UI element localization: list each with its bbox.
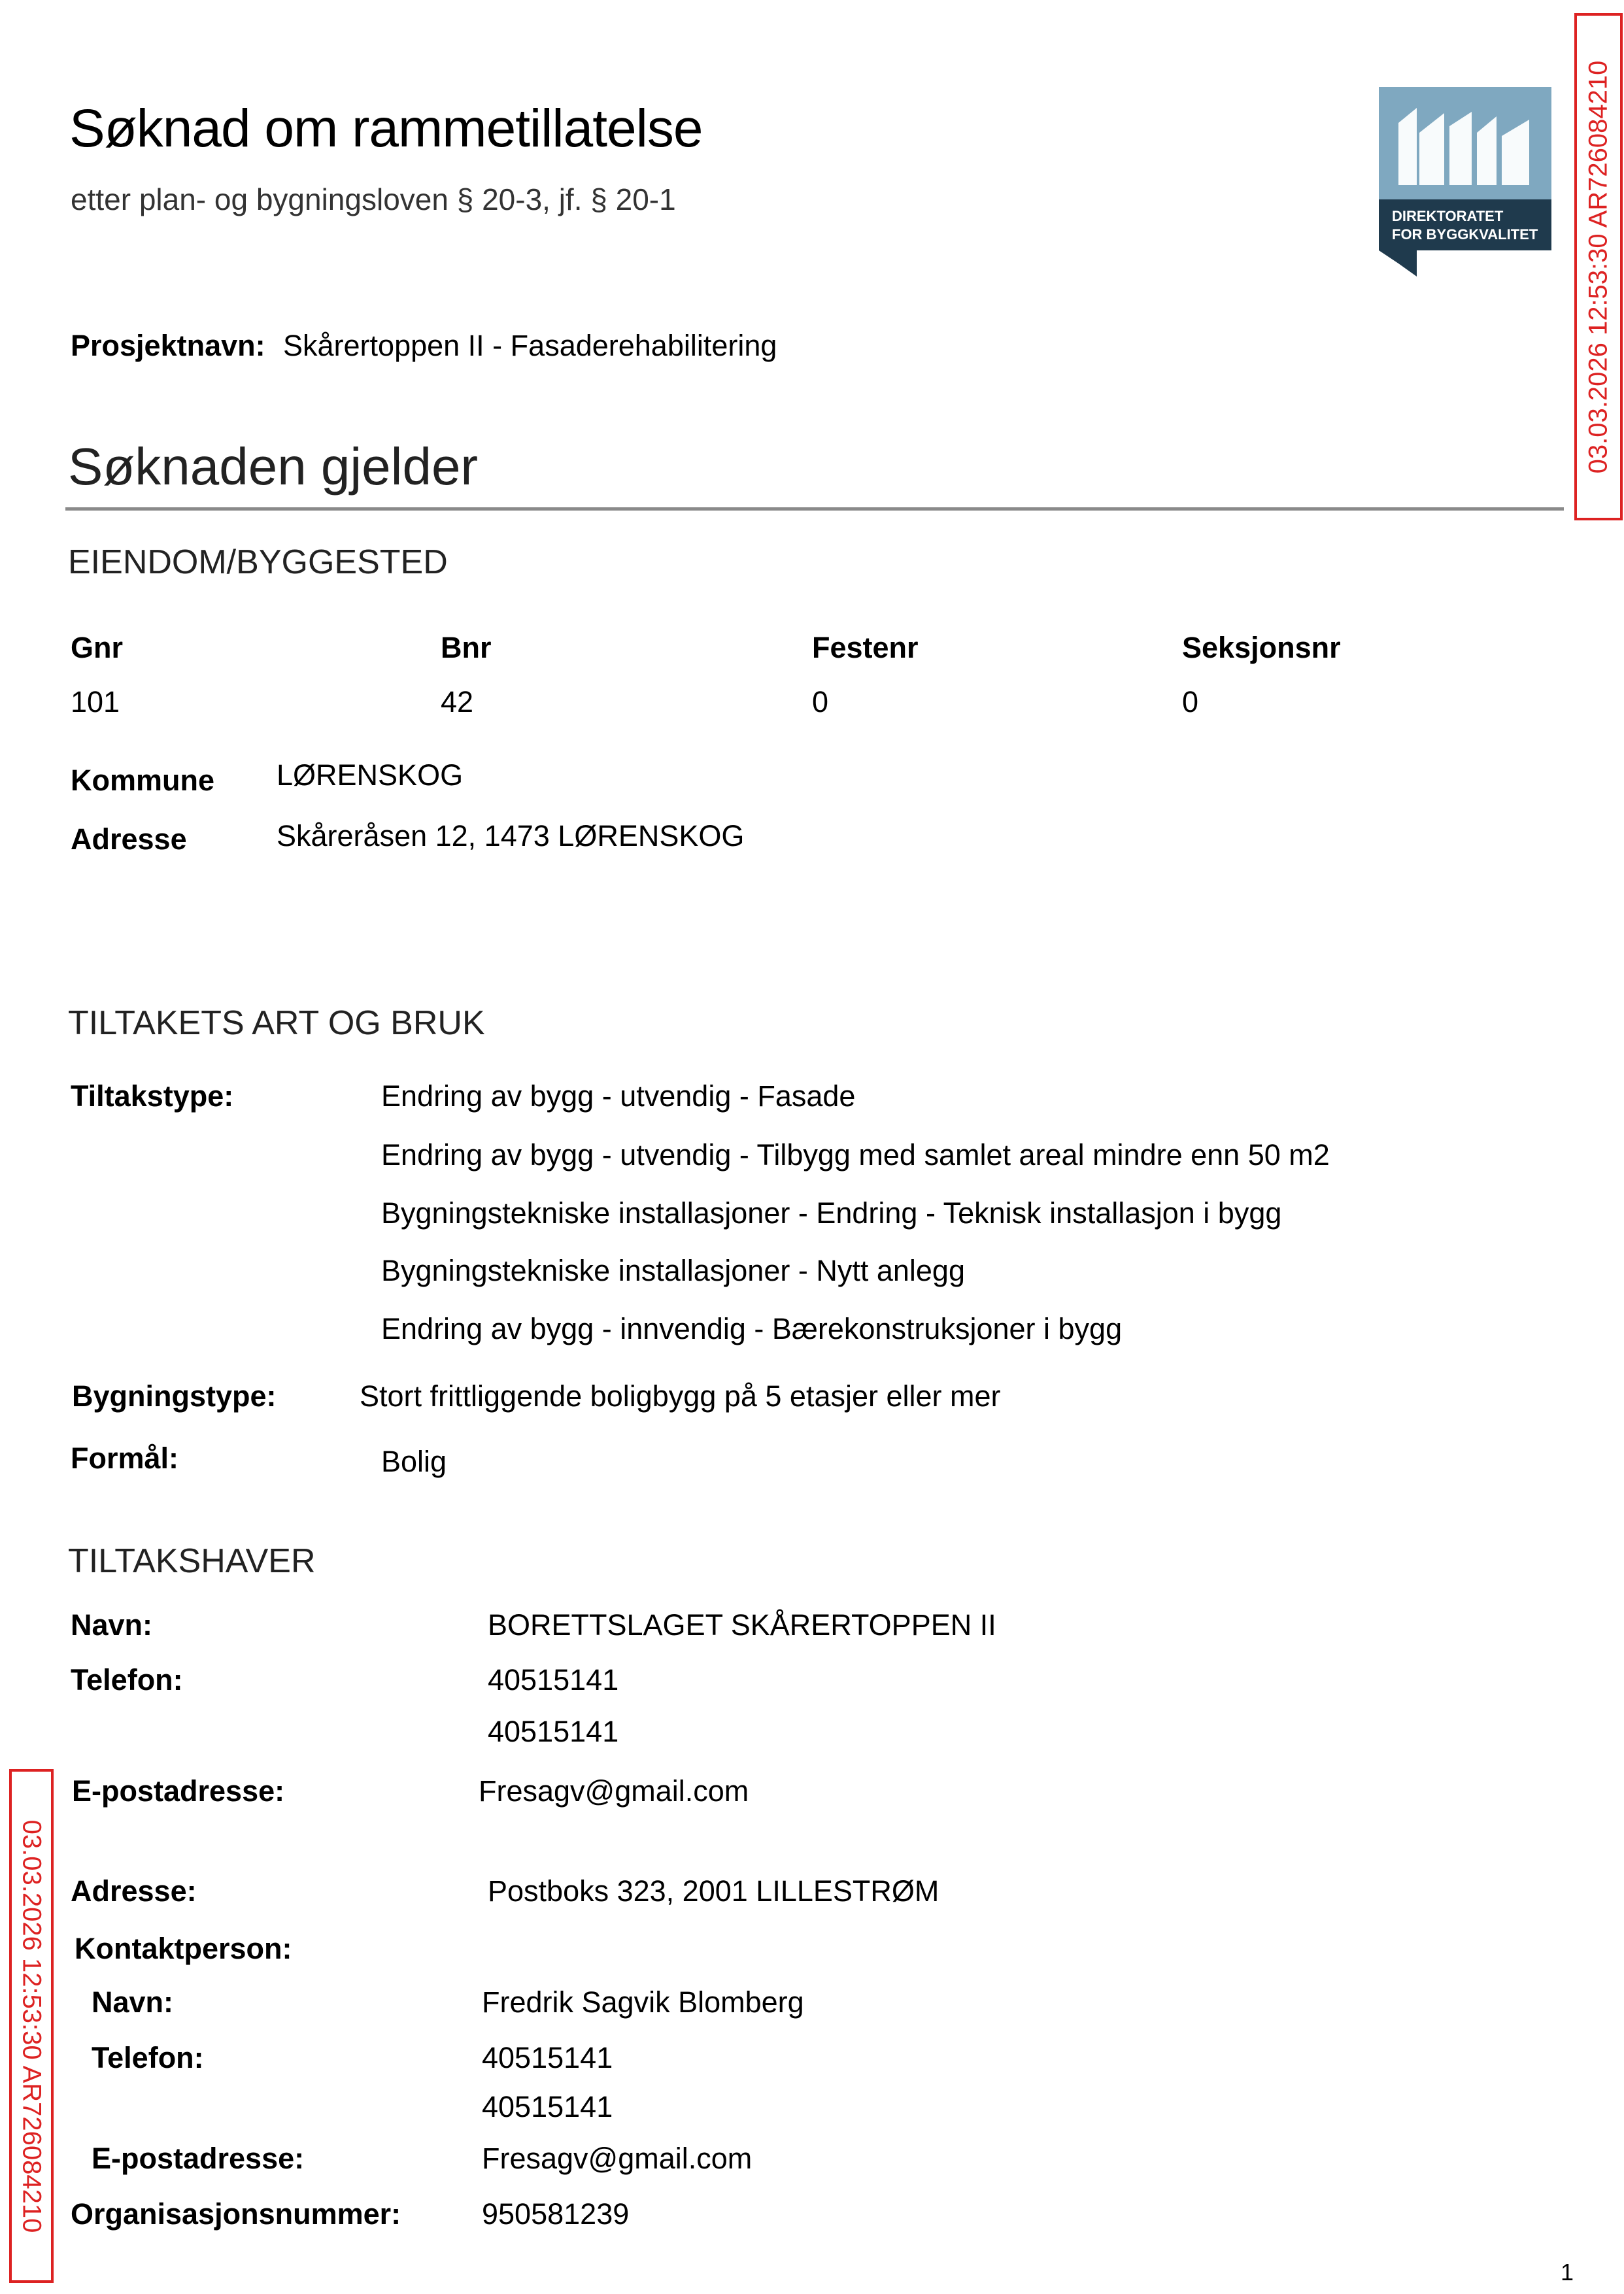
orgnr-value: 950581239 [482,2197,630,2231]
kontakt-epost-label: E-postadresse: [92,2142,305,2175]
tiltakstype-item: Endring av bygg - utvendig - Fasade [381,1079,856,1113]
formaal-value: Bolig [381,1445,447,1478]
kontakt-telefon-value: 40515141 [482,2041,613,2074]
tiltakstype-item: Bygningstekniske installasjoner - Nytt anlegg [381,1254,965,1287]
logo-line2: FOR BYGGKVALITET [1392,226,1538,243]
kontakt-epost-value[interactable]: Fresagv@gmail.com [482,2142,753,2175]
telefon-label: Telefon: [71,1663,183,1696]
tiltakshaver-heading: TILTAKSHAVER [68,1542,316,1580]
tiltakstype-item: Bygningstekniske installasjoner - Endring - Teknisk installasjon i bygg [381,1196,1282,1230]
kontakt-navn-label: Navn: [92,1985,174,2019]
tiltakstype-label: Tiltakstype: [71,1079,234,1113]
stamp-text: 03.03.2026 12:53:30 AR726084210 [1583,60,1613,473]
tiltakstype-item: Endring av bygg - utvendig - Tilbygg med samlet areal mindre enn 50 m2 [381,1138,1330,1172]
tiltak-heading: TILTAKETS ART OG BRUK [68,1004,485,1042]
value-seksjonsnr: 0 [1182,685,1199,718]
logo-line1: DIREKTORATET [1392,208,1504,224]
adresse-value: Postboks 323, 2001 LILLESTRØM [488,1874,939,1908]
building-logo-icon [1379,87,1551,277]
value-festenr: 0 [812,685,829,718]
epost-value[interactable]: Fresagv@gmail.com [479,1774,749,1808]
property-heading: EIENDOM/BYGGESTED [68,543,448,581]
kommune-value: LØRENSKOG [277,758,464,792]
page-title: Søknad om rammetillatelse [69,99,703,158]
project-name: Skårertoppen II - Fasaderehabilitering [283,329,777,362]
dibk-logo [1379,87,1551,277]
adresse-value: Skåreråsen 12, 1473 LØRENSKOG [277,819,745,852]
epost-label: E-postadresse: [72,1774,285,1808]
page-number: 1 [1561,2259,1574,2286]
stamp-text: 03.03.2026 12:53:30 AR726084210 [17,1819,46,2233]
section-divider [65,507,1564,511]
bygningstype-value: Stort frittliggende boligbygg på 5 etasjer eller mer [360,1379,1001,1413]
telefon-value: 40515141 [488,1715,619,1748]
kommune-label: Kommune [71,764,215,797]
navn-label: Navn: [71,1608,153,1642]
kontaktperson-label: Kontaktperson: [75,1932,292,1965]
tiltakstype-item: Endring av bygg - innvendig - Bærekonstruksjoner i bygg [381,1312,1123,1345]
value-bnr: 42 [441,685,474,718]
timestamp-stamp-right [1574,13,1623,520]
bygningstype-label: Bygningstype: [72,1379,277,1413]
adresse-label: Adresse [71,822,187,856]
kontakt-telefon-label: Telefon: [92,2041,204,2074]
column-gnr: Gnr [71,631,124,664]
navn-value: BORETTSLAGET SKÅRERTOPPEN II [488,1608,996,1642]
adresse-label: Adresse: [71,1874,197,1908]
value-gnr: 101 [71,685,120,718]
column-bnr: Bnr [441,631,492,664]
timestamp-stamp-left [9,1769,54,2283]
telefon-value: 40515141 [488,1663,619,1696]
section-title: Søknaden gjelder [68,437,479,496]
kontakt-telefon-value: 40515141 [482,2090,613,2123]
formaal-label: Formål: [71,1442,179,1475]
orgnr-label: Organisasjonsnummer: [71,2197,401,2231]
column-festenr: Festenr [812,631,919,664]
page-subtitle: etter plan- og bygningsloven § 20-3, jf. § 20-1 [71,182,676,216]
column-seksjonsnr: Seksjonsnr [1182,631,1341,664]
kontakt-navn-value: Fredrik Sagvik Blomberg [482,1985,804,2019]
project-label: Prosjektnavn: [71,329,265,362]
